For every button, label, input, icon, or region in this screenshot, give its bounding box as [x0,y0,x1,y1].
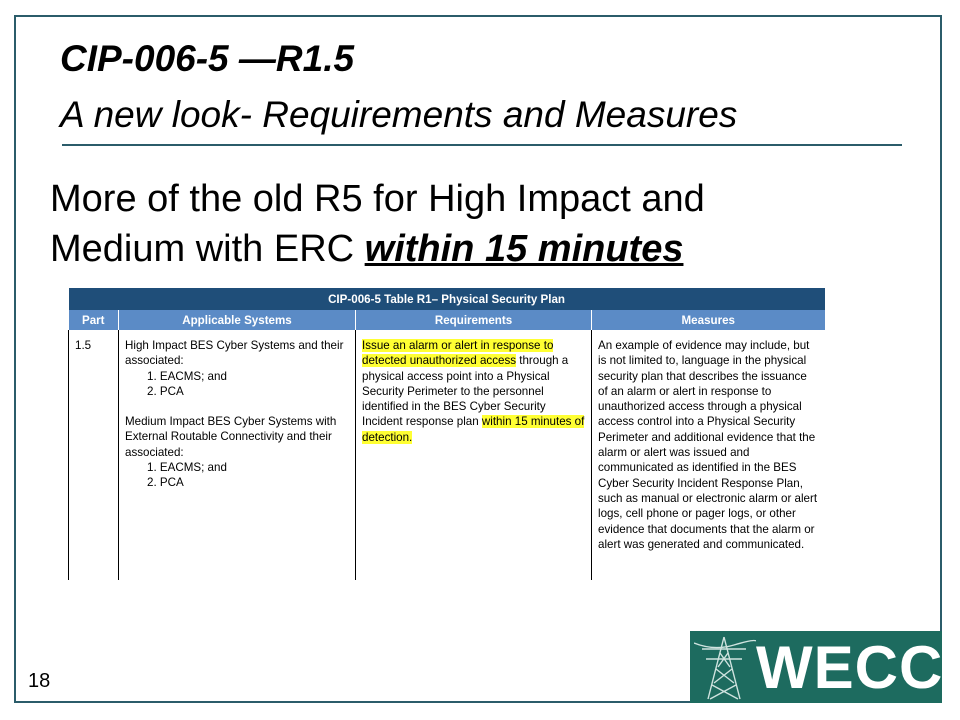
requirement-highlight-time: within 15 minutes of detection. [362,415,585,444]
systems-high-item: 2. PCA [147,384,184,398]
body-text-line-1: More of the old R5 for High Impact and [50,178,705,220]
slide-subtitle: A new look- Requirements and Measures [60,94,738,135]
column-header-measures: Measures [592,310,825,330]
systems-high-item: 1. EACMS; and [147,369,227,383]
column-header-requirements: Requirements [356,310,592,330]
body-text-line-2 [50,228,683,271]
requirement-highlight-alarm: Issue an alarm or alert in response to detected unauthorized access [362,339,554,368]
cell-requirements [356,330,592,580]
table-title: CIP-006-5 Table R1– Physical Security Plan [69,288,825,310]
logo-text: WECC [756,634,944,701]
body-text-plain: Medium with ERC [50,228,365,270]
systems-high-heading: High Impact BES Cyber Systems and their associated: [125,339,344,368]
column-header-part: Part [69,310,119,330]
table-row [69,330,825,580]
systems-medium-item: 1. EACMS; and [147,461,227,475]
cell-part: 1.5 [69,330,119,580]
requirements-table [68,288,825,580]
page-number: 18 [28,670,51,692]
cell-applicable-systems [119,330,356,580]
column-header-applicable-systems: Applicable Systems [119,310,356,330]
systems-medium-heading: Medium Impact BES Cyber Systems with External Routable Connectivity and their associated: [125,415,337,459]
requirement-text: through a physical access point into a Physical Security Perimeter to the personnel identified in the BES Cyber Security Incident response plan [362,354,569,429]
slide-title: CIP-006-5 —R1.5 [60,38,355,79]
systems-medium-item: 2. PCA [147,476,184,490]
wecc-logo [690,631,942,703]
transmission-tower-icon [694,633,756,701]
title-divider [62,144,902,146]
cell-measures: An example of evidence may include, but is not limited to, language in the physical security plan that describes the issuance of an alarm or alert in response to unauthorized access through a physical access control into a Physical Security Perimeter and additional evidence that the alarm or alert was issued and communicated as identified in the BES Cyber Security Incident Response Plan, such as manual or electronic alarm or alert logs, cell phone or pager logs, or other evidence that documents that the alarm or alert was generated and communicated. [592,330,825,580]
body-text-emphasis: within 15 minutes [364,228,684,270]
